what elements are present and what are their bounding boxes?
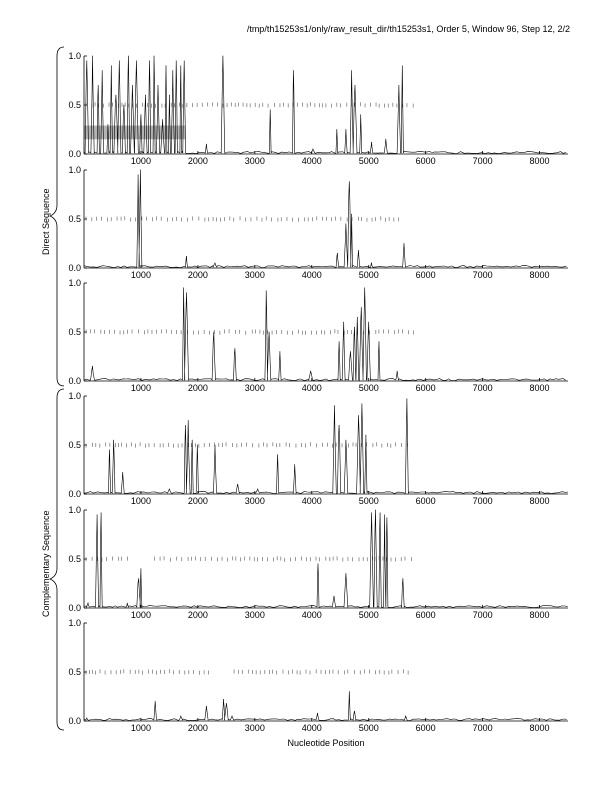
- data-point: [337, 253, 338, 254]
- series-line: [84, 399, 568, 494]
- data-point: [277, 454, 278, 455]
- data-point: [113, 440, 114, 441]
- y-tick-label: 1.0: [68, 51, 81, 61]
- data-point: [346, 224, 347, 225]
- x-tick-label: 5000: [358, 270, 379, 280]
- data-point: [176, 61, 177, 62]
- x-tick-label: 7000: [472, 610, 493, 620]
- x-tick-label: 8000: [529, 383, 550, 393]
- x-tick-label: 4000: [301, 156, 322, 166]
- data-point: [354, 327, 355, 328]
- x-tick-label: 8000: [529, 156, 550, 166]
- x-tick-label: 6000: [415, 383, 436, 393]
- data-point: [358, 250, 359, 251]
- x-tick-label: 7000: [472, 270, 493, 280]
- y-tick-label: 0.5: [68, 327, 81, 337]
- data-point: [234, 348, 235, 349]
- x-tick-label: 3000: [244, 383, 265, 393]
- data-point: [92, 366, 93, 367]
- data-point: [334, 596, 335, 597]
- x-tick-label: 4000: [301, 383, 322, 393]
- data-point: [349, 691, 350, 692]
- data-point: [346, 129, 347, 130]
- panel-comp-frame-3: [68, 618, 568, 733]
- x-tick-label: 3000: [244, 496, 265, 506]
- data-point: [86, 61, 87, 62]
- y-tick-label: 1.0: [68, 505, 81, 515]
- data-point: [186, 256, 187, 257]
- data-point: [279, 351, 280, 352]
- x-tick-label: 7000: [472, 156, 493, 166]
- data-point: [269, 332, 270, 333]
- data-point: [226, 703, 227, 704]
- data-point: [213, 332, 214, 333]
- data-point: [365, 435, 366, 436]
- y-tick-label: 0.0: [68, 263, 81, 273]
- complementary-brace: [50, 389, 64, 730]
- y-tick-label: 0.0: [68, 149, 81, 159]
- y-tick-label: 0.5: [68, 440, 81, 450]
- y-tick-label: 0.5: [68, 667, 81, 677]
- panel-direct-frame-1: [68, 51, 568, 166]
- y-tick-label: 0.0: [68, 603, 81, 613]
- data-point: [346, 573, 347, 574]
- x-tick-label: 1000: [130, 723, 151, 733]
- data-point: [334, 405, 335, 406]
- data-point: [122, 472, 123, 473]
- data-point: [405, 716, 406, 717]
- data-point: [109, 450, 110, 451]
- data-point: [132, 85, 133, 86]
- data-point: [127, 603, 128, 604]
- complementary-sequence-label: Complementary Sequence: [41, 510, 51, 617]
- data-point: [215, 263, 216, 264]
- data-point: [149, 61, 150, 62]
- data-point: [368, 322, 369, 323]
- y-tick-label: 0.0: [68, 716, 81, 726]
- x-tick-label: 3000: [244, 270, 265, 280]
- x-tick-label: 4000: [301, 270, 322, 280]
- y-tick-label: 1.0: [68, 618, 81, 628]
- data-point: [192, 440, 193, 441]
- x-tick-label: 2000: [187, 270, 208, 280]
- x-tick-label: 5000: [358, 383, 379, 393]
- x-tick-label: 6000: [415, 723, 436, 733]
- x-tick-label: 3000: [244, 156, 265, 166]
- x-tick-label: 5000: [358, 496, 379, 506]
- data-point: [358, 415, 359, 416]
- data-point: [318, 564, 319, 565]
- x-axis-label: Nucleotide Position: [287, 738, 365, 748]
- data-point: [346, 440, 347, 441]
- x-tick-label: 2000: [187, 723, 208, 733]
- y-tick-label: 0.5: [68, 214, 81, 224]
- data-point: [350, 351, 351, 352]
- x-tick-label: 6000: [415, 156, 436, 166]
- data-point: [206, 144, 207, 145]
- data-point: [184, 61, 185, 62]
- panel-direct-frame-2: [68, 165, 568, 280]
- data-point: [336, 129, 337, 130]
- data-point: [180, 716, 181, 717]
- x-tick-label: 4000: [301, 610, 322, 620]
- x-tick-label: 8000: [529, 723, 550, 733]
- direct-sequence-label: Direct Sequence: [41, 188, 51, 255]
- x-tick-label: 4000: [301, 496, 322, 506]
- data-point: [375, 510, 376, 511]
- panel-comp-frame-2: [68, 505, 568, 620]
- data-point: [172, 70, 173, 71]
- x-tick-label: 2000: [187, 496, 208, 506]
- y-tick-label: 0.0: [68, 376, 81, 386]
- x-tick-label: 6000: [415, 270, 436, 280]
- x-tick-label: 3000: [244, 610, 265, 620]
- data-point: [98, 85, 99, 86]
- data-point: [402, 578, 403, 579]
- data-point: [270, 110, 271, 111]
- data-point: [188, 420, 189, 421]
- x-tick-label: 8000: [529, 270, 550, 280]
- y-tick-label: 1.0: [68, 278, 81, 288]
- data-point: [86, 718, 87, 719]
- data-point: [101, 513, 102, 514]
- x-tick-label: 5000: [358, 610, 379, 620]
- data-point: [354, 711, 355, 712]
- data-point: [206, 706, 207, 707]
- data-point: [88, 603, 89, 604]
- data-point: [339, 341, 340, 342]
- y-tick-label: 0.0: [68, 489, 81, 499]
- y-tick-label: 0.5: [68, 554, 81, 564]
- data-point: [343, 322, 344, 323]
- data-point: [310, 371, 311, 372]
- data-point: [169, 95, 170, 96]
- data-point: [92, 56, 93, 57]
- data-point: [158, 85, 159, 86]
- data-point: [141, 568, 142, 569]
- data-point: [162, 119, 163, 120]
- data-point: [357, 317, 358, 318]
- x-tick-label: 7000: [472, 383, 493, 393]
- data-point: [355, 85, 356, 86]
- data-point: [138, 175, 139, 176]
- data-point: [385, 139, 386, 140]
- data-point: [402, 65, 403, 66]
- data-point: [379, 341, 380, 342]
- data-point: [387, 517, 388, 518]
- panel-comp-frame-1: [68, 391, 568, 506]
- data-point: [397, 371, 398, 372]
- data-point: [351, 214, 352, 215]
- data-point: [257, 489, 258, 490]
- x-tick-label: 7000: [472, 496, 493, 506]
- data-point: [180, 65, 181, 66]
- data-point: [169, 489, 170, 490]
- data-point: [223, 699, 224, 700]
- x-tick-label: 6000: [415, 610, 436, 620]
- data-point: [361, 403, 362, 404]
- data-point: [108, 124, 109, 125]
- data-point: [154, 56, 155, 57]
- x-tick-label: 8000: [529, 610, 550, 620]
- data-point: [232, 716, 233, 717]
- data-point: [115, 95, 116, 96]
- x-tick-label: 2000: [187, 383, 208, 393]
- y-tick-label: 0.5: [68, 100, 81, 110]
- data-point: [138, 578, 139, 579]
- figure-header: /tmp/th15253s1/only/raw_result_dir/th15253s1, Order 5, Window 96, Step 12, 2/2: [246, 24, 570, 34]
- data-point: [119, 61, 120, 62]
- data-point: [360, 114, 361, 115]
- data-point: [294, 464, 295, 465]
- data-point: [361, 307, 362, 308]
- y-tick-label: 1.0: [68, 165, 81, 175]
- data-point: [384, 515, 385, 516]
- data-point: [111, 65, 112, 66]
- data-point: [136, 61, 137, 62]
- x-tick-label: 1000: [130, 156, 151, 166]
- data-point: [313, 149, 314, 150]
- data-point: [97, 515, 98, 516]
- data-point: [404, 243, 405, 244]
- data-point: [123, 105, 124, 106]
- x-tick-label: 1000: [130, 270, 151, 280]
- data-point: [349, 181, 350, 182]
- data-point: [371, 263, 372, 264]
- x-tick-label: 2000: [187, 610, 208, 620]
- data-point: [380, 513, 381, 514]
- x-tick-label: 5000: [358, 156, 379, 166]
- data-point: [141, 114, 142, 115]
- data-point: [317, 713, 318, 714]
- y-tick-label: 1.0: [68, 391, 81, 401]
- x-tick-label: 1000: [130, 383, 151, 393]
- x-tick-label: 1000: [130, 610, 151, 620]
- data-point: [223, 56, 224, 57]
- data-point: [266, 290, 267, 291]
- x-tick-label: 1000: [130, 496, 151, 506]
- x-tick-label: 7000: [472, 723, 493, 733]
- x-tick-label: 8000: [529, 496, 550, 506]
- data-point: [155, 701, 156, 702]
- data-point: [237, 484, 238, 485]
- data-point: [185, 425, 186, 426]
- panel-direct-frame-3: [68, 278, 568, 393]
- series-line: [84, 692, 567, 721]
- data-point: [197, 445, 198, 446]
- data-point: [186, 292, 187, 293]
- data-point: [215, 445, 216, 446]
- data-point: [145, 95, 146, 96]
- data-point: [398, 85, 399, 86]
- data-point: [183, 288, 184, 289]
- direct-brace: [50, 47, 64, 386]
- data-point: [166, 65, 167, 66]
- x-tick-label: 6000: [415, 496, 436, 506]
- data-point: [293, 70, 294, 71]
- data-point: [406, 399, 407, 400]
- data-point: [339, 425, 340, 426]
- data-point: [371, 513, 372, 514]
- x-tick-label: 4000: [301, 723, 322, 733]
- x-tick-label: 5000: [358, 723, 379, 733]
- data-point: [140, 170, 141, 171]
- data-point: [351, 70, 352, 71]
- x-tick-label: 2000: [187, 156, 208, 166]
- x-tick-label: 3000: [244, 723, 265, 733]
- data-point: [364, 288, 365, 289]
- data-point: [128, 56, 129, 57]
- data-point: [102, 70, 103, 71]
- data-point: [371, 142, 372, 143]
